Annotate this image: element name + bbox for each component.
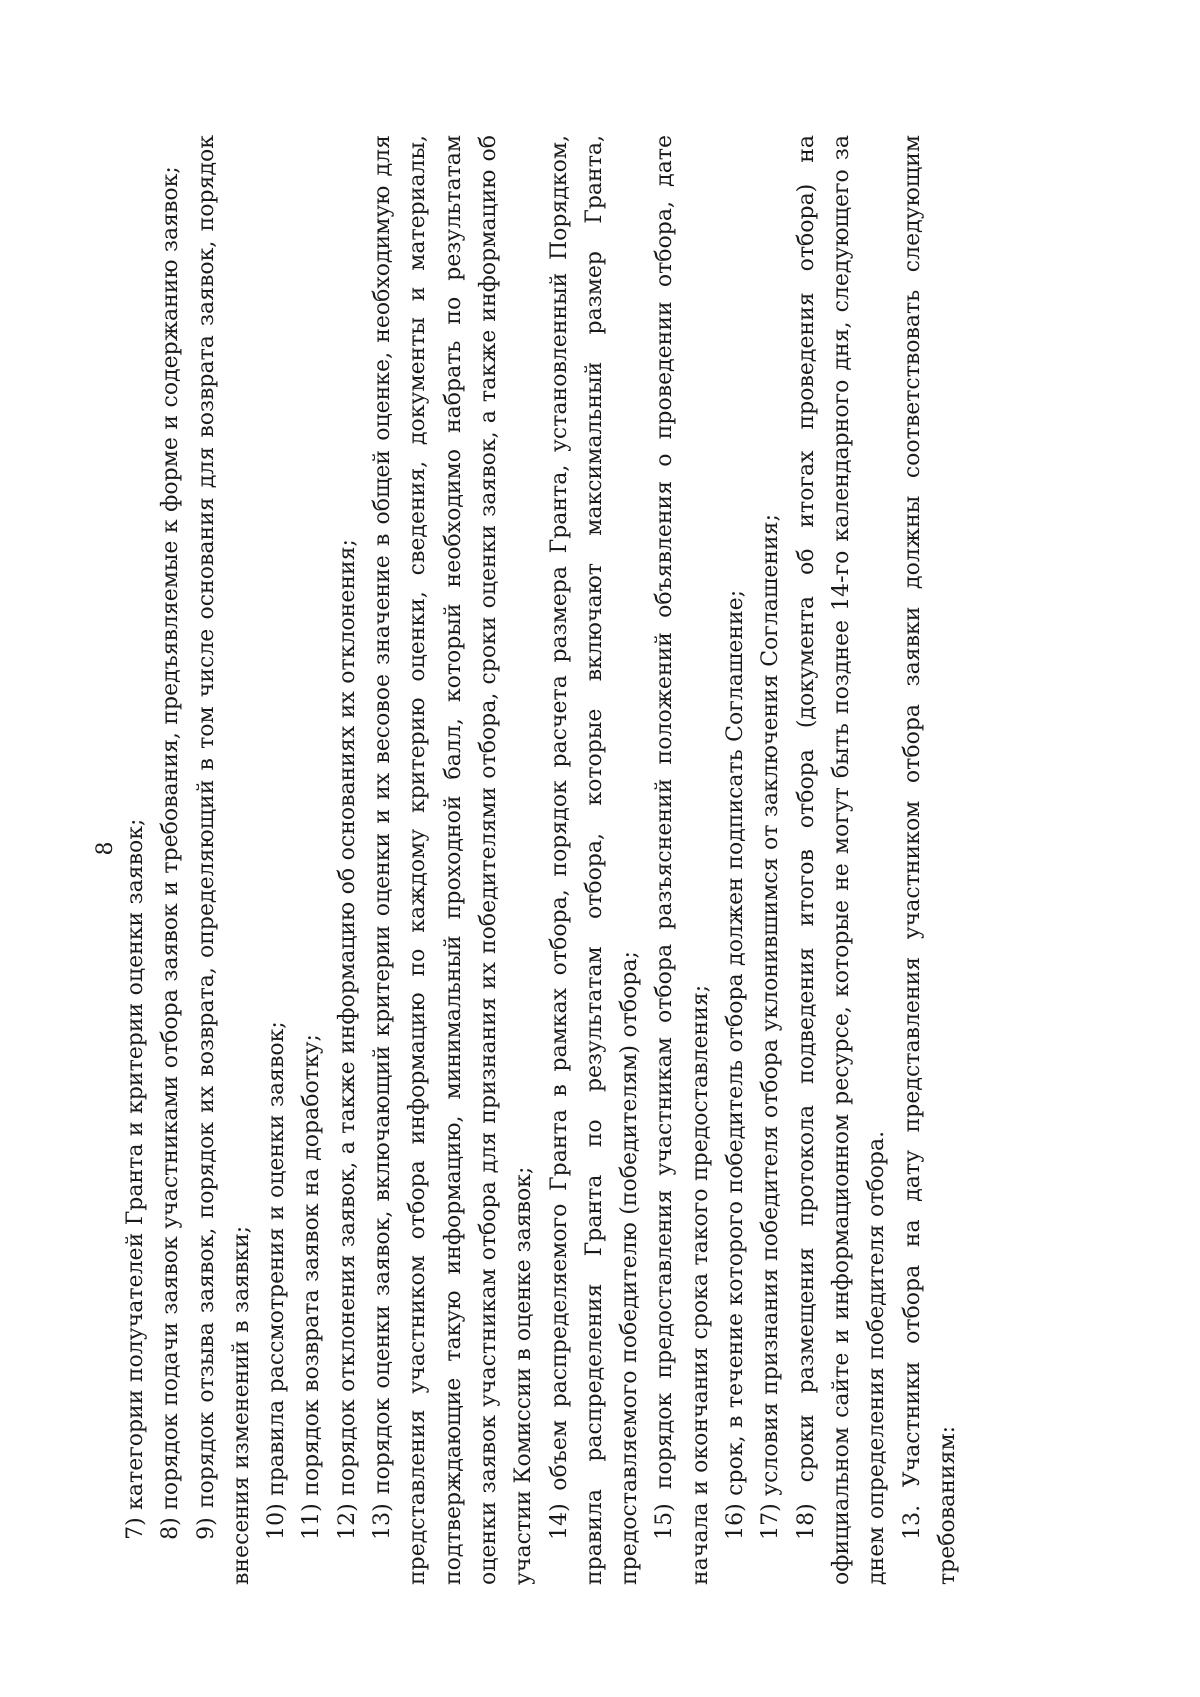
list-item-10: 10) правила рассмотрения и оценки заявок;	[264, 1021, 290, 1540]
document-body	[118, 135, 965, 1585]
section-13-paragraph: 13. Участники отбора на дату представления участником отбора заявки должны соответствовать следующим требованиям:	[899, 135, 960, 1585]
list-item-12: 12) порядок отклонения заявок, а также информацию об основаниях их отклонения;	[334, 539, 360, 1540]
list-item-17: 17) условия признания победителя отбора уклонившимся от заключения Соглашения;	[758, 514, 784, 1540]
list-item-8: 8) порядок подачи заявок участниками отбора заявок и требования, предъявляемые к форме и содержанию заявок;	[158, 166, 184, 1540]
list-item-14: 14) объем распределяемого Гранта в рамках отбора, порядок расчета размера Гранта, установленный Порядком, правила распределения Гранта по результатам отбора, которые включают максимальный размер Гранта, предоставляемого победителю (победителям) отбора;	[546, 135, 643, 1585]
list-item-18: 18) сроки размещения протокола подведения итогов отбора (документа об итогах проведения отбора) на официальном сайте и информационном ресурсе, которые не могут быть позднее 14-го календарного дня, следующего за днем определения победителя отбора.	[793, 135, 890, 1585]
page-number: 8	[93, 841, 118, 856]
list-item-11: 11) порядок возврата заявок на доработку;	[299, 1034, 325, 1540]
list-item-9: 9) порядок отзыва заявок, порядок их возврата, определяющий в том числе основания для возврата заявок, порядок внесения изменений в заявки;	[193, 135, 254, 1585]
list-item-16: 16) срок, в течение которого победитель отбора должен подписать Соглашение;	[723, 589, 749, 1540]
list-item-7: 7) категории получателей Гранта и критерии оценки заявок;	[123, 818, 148, 1540]
list-item-15: 15) порядок предоставления участникам отбора разъяснений положений объявления о проведении отбора, дате начала и окончания срока такого предоставления;	[652, 135, 713, 1585]
list-item-13: 13) порядок оценки заявок, включающий критерии оценки и их весовое значение в общей оценке, необходимую для представления участником отбора информацию по каждому критерию оценки, сведения, документы и материалы, подтверждающие такую информацию, минимальный проходной балл, который необходимо набрать по результатам оценки заявок участникам отбора для признания их победителями отбора, сроки оценки заявок, а также информацию об участии Комиссии в оценке заявок;	[370, 135, 537, 1585]
